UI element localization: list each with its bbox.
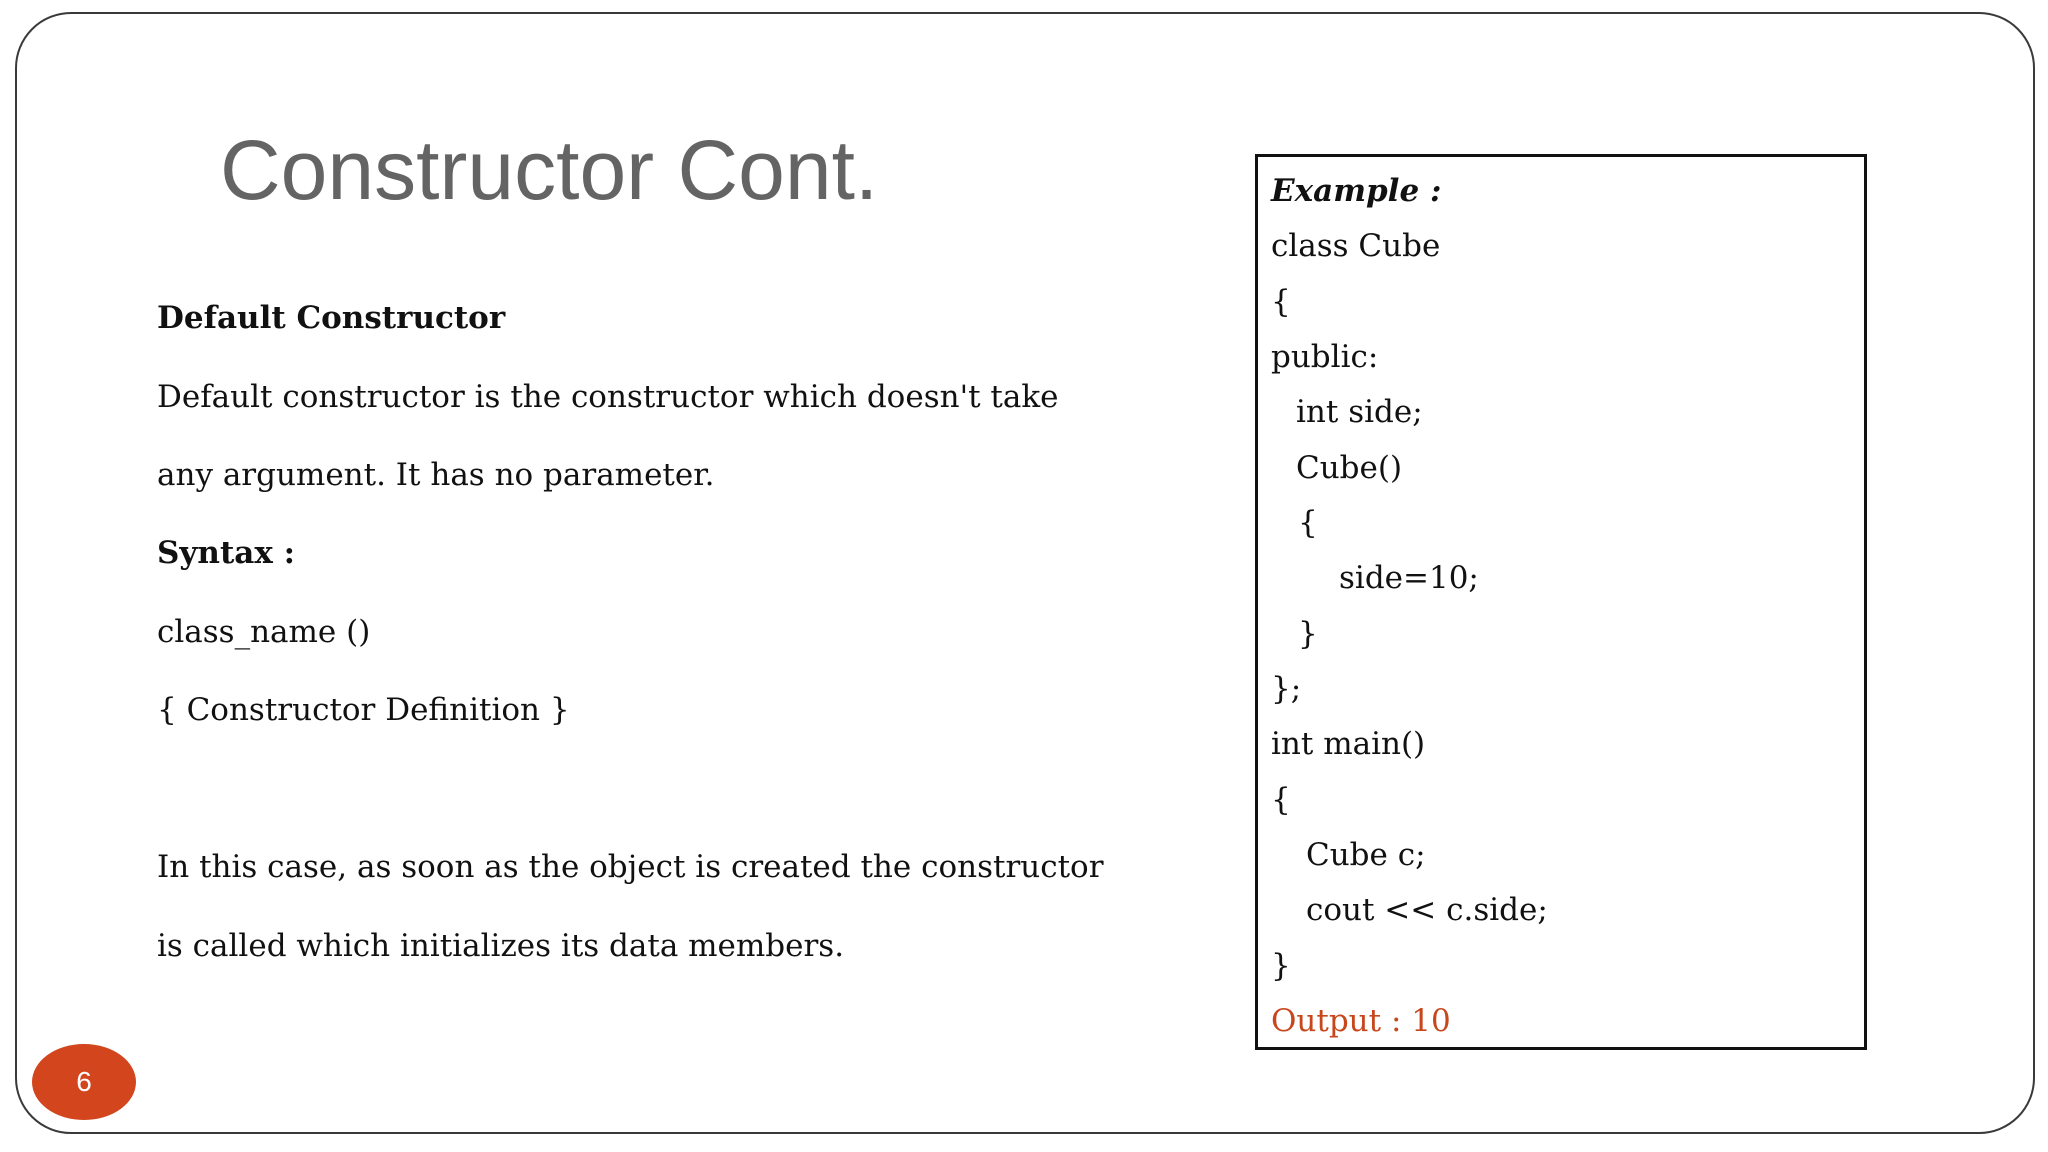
code-line: { — [1298, 505, 1318, 541]
note-line-1: In this case, as soon as the object is created the constructor — [157, 849, 1104, 885]
section-heading: Default Constructor — [157, 300, 506, 336]
example-heading: Example : — [1271, 173, 1442, 209]
code-line: cout << c.side; — [1306, 892, 1548, 928]
syntax-line-2: { Constructor Definition } — [157, 692, 570, 728]
slide-number-badge — [32, 1044, 136, 1120]
description-line-1: Default constructor is the constructor which doesn't take — [157, 379, 1059, 415]
syntax-line-1: class_name () — [157, 614, 371, 650]
code-line: } — [1271, 948, 1291, 984]
code-line: int side; — [1296, 394, 1423, 430]
code-line: public: — [1271, 339, 1379, 375]
slide-number: 6 — [76, 1066, 92, 1097]
code-line: Cube c; — [1306, 837, 1426, 873]
description-line-2: any argument. It has no parameter. — [157, 457, 715, 493]
note-line-2: is called which initializes its data members. — [157, 928, 845, 964]
output-line: Output : 10 — [1271, 1003, 1451, 1039]
code-line: class Cube — [1271, 228, 1441, 264]
code-line: }; — [1271, 671, 1302, 707]
code-line: side=10; — [1339, 560, 1479, 596]
syntax-label: Syntax : — [157, 535, 296, 571]
code-line: } — [1298, 616, 1318, 652]
slide-title: Constructor Cont. — [220, 123, 879, 217]
code-line: { — [1271, 284, 1291, 320]
code-line: Cube() — [1296, 450, 1403, 486]
code-line: { — [1271, 782, 1291, 818]
code-line: int main() — [1271, 726, 1426, 762]
